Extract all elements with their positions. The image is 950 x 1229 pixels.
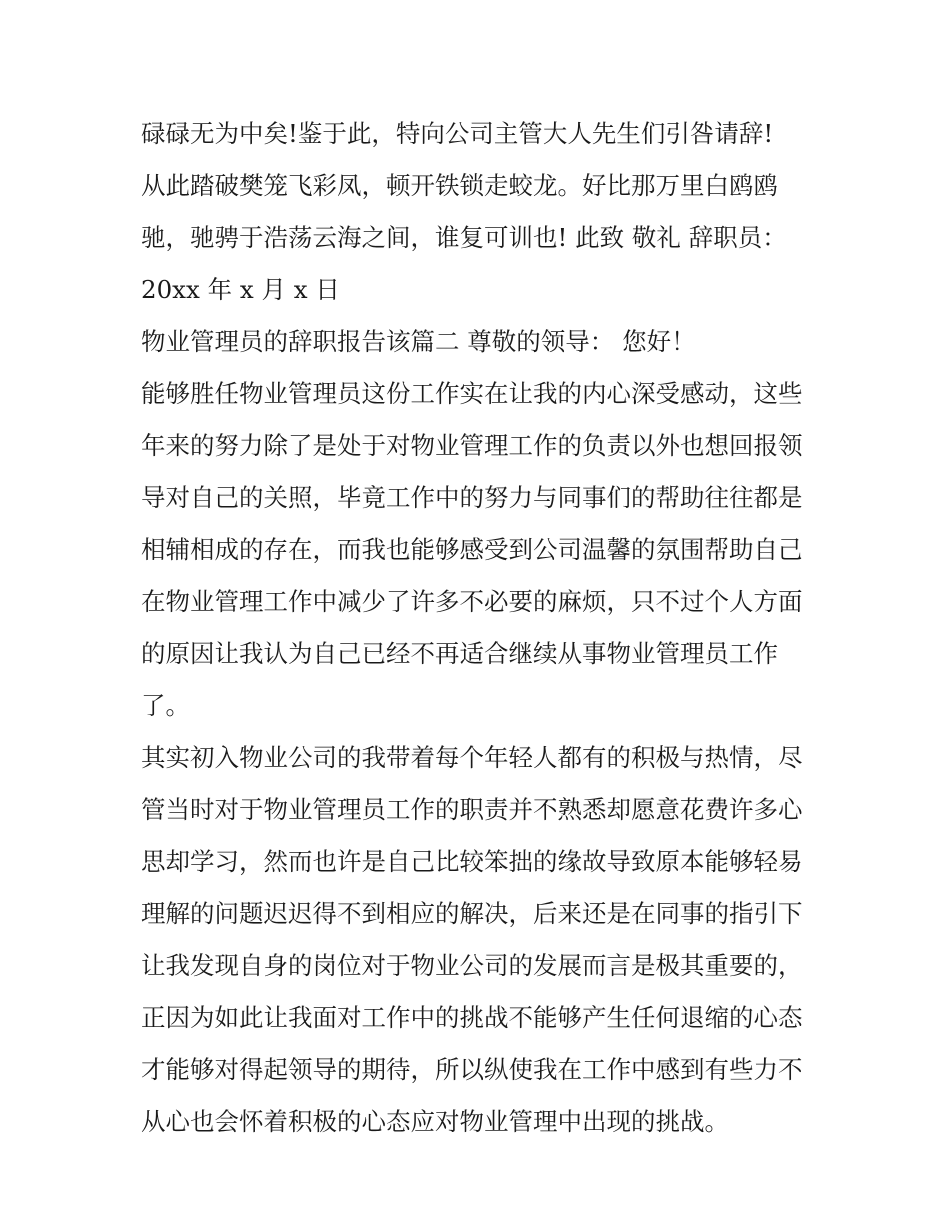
- text-line: 了。: [141, 691, 190, 720]
- document-body: [141, 108, 821, 1148]
- text-line: 其实初入物业公司的我带着每个年轻人都有的积极与热情，尽: [141, 743, 803, 772]
- text-line: 碌碌无为中矣!鉴于此，特向公司主管大人先生们引咎请辞!: [141, 119, 774, 148]
- text-line: 驰，驰骋于浩荡云海之间，谁复可训也! 此致 敬礼 辞职员：: [141, 223, 787, 252]
- text-line: 导对自己的关照，毕竟工作中的努力与同事们的帮助往往都是: [141, 483, 803, 512]
- text-line: 相辅相成的存在，而我也能够感受到公司温馨的氛围帮助自己: [141, 535, 803, 564]
- text-line: 思却学习，然而也许是自己比较笨拙的缘故导致原本能够轻易: [141, 847, 803, 876]
- text-line: 能够胜任物业管理员这份工作实在让我的内心深受感动，这些: [141, 379, 803, 408]
- text-line: 才能够对得起领导的期待，所以纵使我在工作中感到有些力不: [141, 1055, 803, 1084]
- date-line: 20xx 年 x 月 x 日: [141, 275, 340, 304]
- section-heading: 物业管理员的辞职报告该篇二 尊敬的领导： 您好！: [141, 327, 696, 356]
- text-line: 在物业管理工作中减少了许多不必要的麻烦，只不过个人方面: [141, 587, 803, 616]
- text-line: 从心也会怀着积极的心态应对物业管理中出现的挑战。: [141, 1107, 729, 1136]
- text-line: 管当时对于物业管理员工作的职责并不熟悉却愿意花费许多心: [141, 795, 803, 824]
- text-line: 让我发现自身的岗位对于物业公司的发展而言是极其重要的，: [141, 951, 803, 980]
- text-line: 年来的努力除了是处于对物业管理工作的负责以外也想回报领: [141, 431, 803, 460]
- text-line: 正因为如此让我面对工作中的挑战不能够产生任何退缩的心态: [141, 1003, 803, 1032]
- text-line: 的原因让我认为自己已经不再适合继续从事物业管理员工作: [141, 639, 778, 668]
- text-line: 理解的问题迟迟得不到相应的解决，后来还是在同事的指引下: [141, 899, 803, 928]
- text-line: 从此踏破樊笼飞彩凤，顿开铁锁走蛟龙。好比那万里白鸥鸥: [141, 171, 778, 200]
